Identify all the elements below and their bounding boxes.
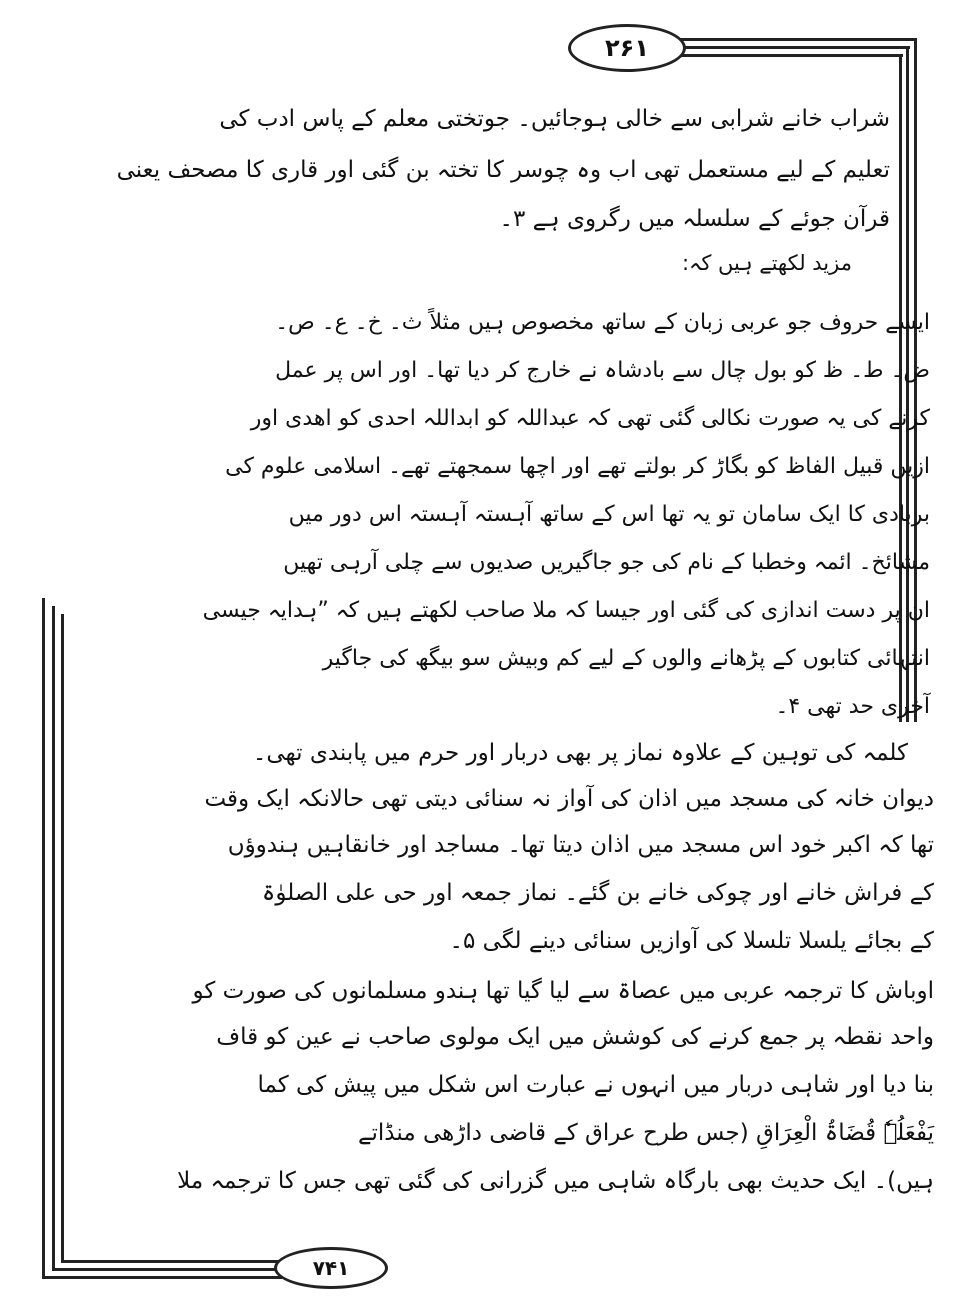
top-page-number: ۲۶۱ bbox=[568, 24, 686, 72]
frame-bottom-line-2 bbox=[52, 1268, 282, 1271]
quote-line: آخری حد تھی ۴۔ bbox=[775, 694, 930, 719]
intro-line: شراب خانے شرابی سے خالی ہوجائیں۔ جوتختی معلم کے پاس ادب کی bbox=[219, 106, 890, 132]
paragraph-line: ہیں)۔ ایک حدیث بھی بارگاہ شاہی میں گزرانی کی گئی تھی جس کا ترجمہ ملا bbox=[177, 1168, 934, 1194]
frame-top-line-3 bbox=[660, 54, 903, 57]
intro-line: تعلیم کے لیے مستعمل تھی اب وہ چوسر کا تختہ بن گئی اور قاری کا مصحف یعنی bbox=[116, 157, 890, 183]
frame-left-line-1 bbox=[42, 598, 45, 1278]
paragraph-line: واحد نقطہ پر جمع کرنے کی کوشش میں ایک مولوی صاحب نے عین کو قاف bbox=[216, 1024, 934, 1050]
frame-top-line-1 bbox=[660, 38, 916, 41]
paragraph-line: کلمہ کی توہین کے علاوہ نماز پر بھی دربار اور حرم میں پابندی تھی۔ bbox=[252, 740, 908, 766]
paragraph-line: یَفْعَلُہٗ قُضَاۃُ الْعِرَاقِ (جس طرح عراق کے قاضی داڑھی منڈاتے bbox=[358, 1120, 934, 1146]
quote-line: انتہائی کتابوں کے پڑھانے والوں کے لیے کم وبیش سو بیگھ کی جاگیر bbox=[322, 646, 930, 671]
paragraph-line: کے فراش خانے اور چوکی خانے بن گئے۔ نماز جمعہ اور حی علی الصلوٰۃ bbox=[261, 880, 934, 906]
quote-line: بربادی کا ایک سامان تو یہ تھا اس کے ساتھ آہستہ آہستہ اس دور میں bbox=[288, 502, 930, 527]
quote-line: مشائخ۔ ائمہ وخطبا کے نام کی جو جاگیریں صدیوں سے چلی آرہی تھیں bbox=[283, 550, 930, 575]
frame-left-line-2 bbox=[52, 606, 55, 1270]
quote-line: کرنے کی یہ صورت نکالی گئی تھی کہ عبداللہ کو ابداللہ احدی کو اھدی اور bbox=[250, 406, 930, 431]
paragraph-line: اوباش کا ترجمہ عربی میں عصاۃ سے لیا گیا تھا ہندو مسلمانوں کی صورت کو bbox=[192, 978, 934, 1004]
frame-bottom-line-3 bbox=[61, 1260, 282, 1263]
paragraph-line: تھا کہ اکبر خود اس مسجد میں اذان دیتا تھا۔ مساجد اور خانقاہیں ہندوؤں bbox=[227, 832, 934, 858]
bottom-page-number: ۷۴۱ bbox=[274, 1247, 388, 1289]
quote-line: ض۔ ط۔ ظ کو بول چال سے بادشاہ نے خارج کر دیا تھا۔ اور اس پر عمل bbox=[275, 358, 930, 383]
paragraph-line: دیوان خانہ کی مسجد میں اذان کی آواز نہ سنائی دیتی تھی حالانکہ ایک وقت bbox=[204, 786, 934, 812]
quote-line: ان پر دست اندازی کی گئی اور جیسا کہ ملا صاحب لکھتے ہیں کہ ”ہدایہ جیسی bbox=[202, 598, 930, 623]
frame-top-line-2 bbox=[660, 46, 910, 49]
paragraph-line: بنا دیا اور شاہی دربار میں انہوں نے عبارت اس شکل میں پیش کی کما bbox=[257, 1072, 934, 1098]
paragraph-line: کے بجائے یلسلا تلسلا کی آوازیں سنائی دینے لگی ۵۔ bbox=[449, 928, 934, 954]
intro-line: قرآن جوئے کے سلسلہ میں رگروی ہے ۳۔ bbox=[499, 206, 890, 232]
frame-bottom-line-1 bbox=[42, 1276, 282, 1279]
quote-line: ایسے حروف جو عربی زبان کے ساتھ مخصوص ہیں مثلاً ث۔ خ۔ ع۔ ص۔ bbox=[275, 310, 930, 335]
frame-left-line-3 bbox=[61, 614, 64, 1262]
section-heading: مزید لکھتے ہیں کہ: bbox=[681, 251, 852, 275]
quote-line: ازیں قبیل الفاظ کو بگاڑ کر بولتے تھے اور اچھا سمجھتے تھے۔ اسلامی علوم کی bbox=[225, 454, 930, 479]
